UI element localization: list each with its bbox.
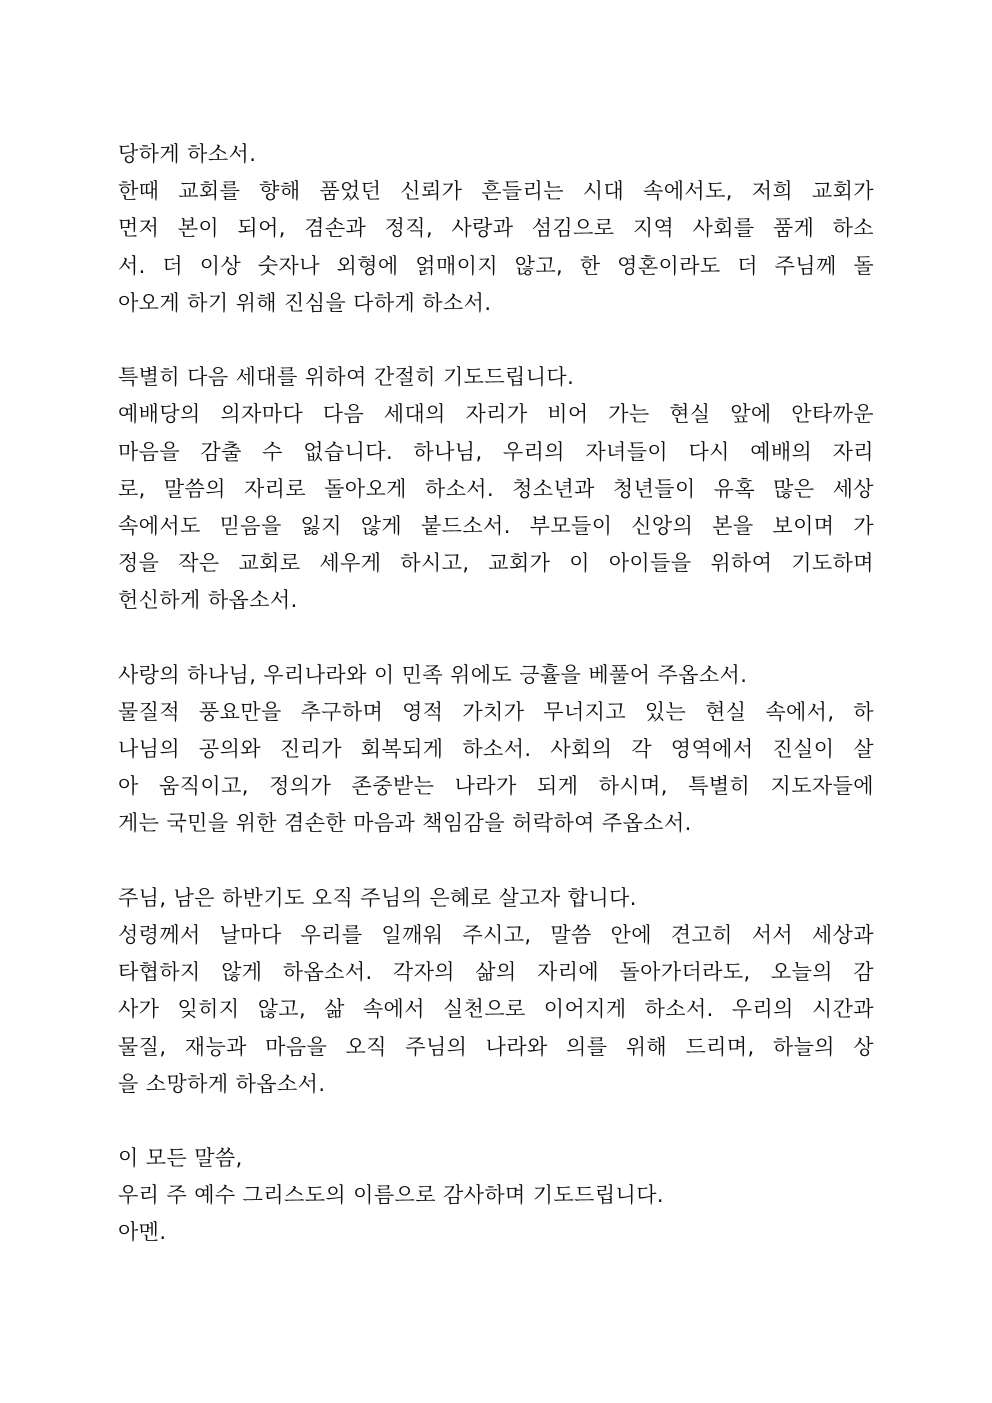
text-line: 물질적 풍요만을 추구하며 영적 가치가 무너지고 있는 현실 속에서, 하 bbox=[118, 699, 874, 724]
text-line: 먼저 본이 되어, 겸손과 정직, 사랑과 섬김으로 지역 사회를 품게 하소 bbox=[118, 216, 874, 241]
text-line: 특별히 다음 세대를 위하여 간절히 기도드립니다. bbox=[118, 365, 575, 390]
text-line: 아오게 하기 위해 진심을 다하게 하소서. bbox=[118, 290, 492, 315]
text-line: 게는 국민을 위한 겸손한 마음과 책임감을 허락하여 주옵소서. bbox=[118, 811, 692, 836]
text-line: 우리 주 예수 그리스도의 이름으로 감사하며 기도드립니다. bbox=[118, 1183, 664, 1208]
text-line: 예배당의 의자마다 다음 세대의 자리가 비어 가는 현실 앞에 안타까운 bbox=[118, 402, 874, 427]
text-line: 사랑의 하나님, 우리나라와 이 민족 위에도 긍휼을 베풀어 주옵소서. bbox=[118, 662, 748, 687]
prayer-text-body bbox=[118, 136, 874, 1252]
text-line: 이 모든 말씀, bbox=[118, 1146, 243, 1171]
text-line: 로, 말씀의 자리로 돌아오게 하소서. 청소년과 청년들이 유혹 많은 세상 bbox=[118, 476, 874, 501]
text-line: 헌신하게 하옵소서. bbox=[118, 588, 298, 613]
text-line: 주님, 남은 하반기도 오직 주님의 은혜로 살고자 합니다. bbox=[118, 885, 637, 910]
text-line: 성령께서 날마다 우리를 일깨워 주시고, 말씀 안에 견고히 서서 세상과 bbox=[118, 922, 874, 947]
text-line: 정을 작은 교회로 세우게 하시고, 교회가 이 아이들을 위하여 기도하며 bbox=[118, 551, 874, 576]
text-line: 속에서도 믿음을 잃지 않게 붙드소서. 부모들이 신앙의 본을 보이며 가 bbox=[118, 513, 874, 538]
text-line: 사가 잊히지 않고, 삶 속에서 실천으로 이어지게 하소서. 우리의 시간과 bbox=[118, 997, 874, 1022]
text-line: 한때 교회를 향해 품었던 신뢰가 흔들리는 시대 속에서도, 저희 교회가 bbox=[118, 179, 874, 204]
text-line: 나님의 공의와 진리가 회복되게 하소서. 사회의 각 영역에서 진실이 살 bbox=[118, 737, 874, 761]
text-line: 을 소망하게 하옵소서. bbox=[118, 1071, 326, 1096]
text-line: 아멘. bbox=[118, 1220, 167, 1245]
text-line: 물질, 재능과 마음을 오직 주님의 나라와 의를 위해 드리며, 하늘의 상 bbox=[118, 1034, 874, 1059]
paragraph-gap bbox=[118, 1103, 874, 1140]
paragraph-gap bbox=[118, 322, 874, 359]
text-line: 아 움직이고, 정의가 존중받는 나라가 되게 하시며, 특별히 지도자들에 bbox=[118, 774, 874, 799]
paragraph-gap bbox=[118, 843, 874, 880]
paragraph-gap bbox=[118, 619, 874, 656]
text-line: 서. 더 이상 숫자나 외형에 얽매이지 않고, 한 영혼이라도 더 주님께 돌 bbox=[118, 253, 874, 278]
text-line: 타협하지 않게 하옵소서. 각자의 삶의 자리에 돌아가더라도, 오늘의 감 bbox=[118, 960, 874, 985]
text-line: 당하게 하소서. bbox=[118, 142, 257, 166]
text-line: 마음을 감출 수 없습니다. 하나님, 우리의 자녀들이 다시 예배의 자리 bbox=[118, 439, 874, 464]
